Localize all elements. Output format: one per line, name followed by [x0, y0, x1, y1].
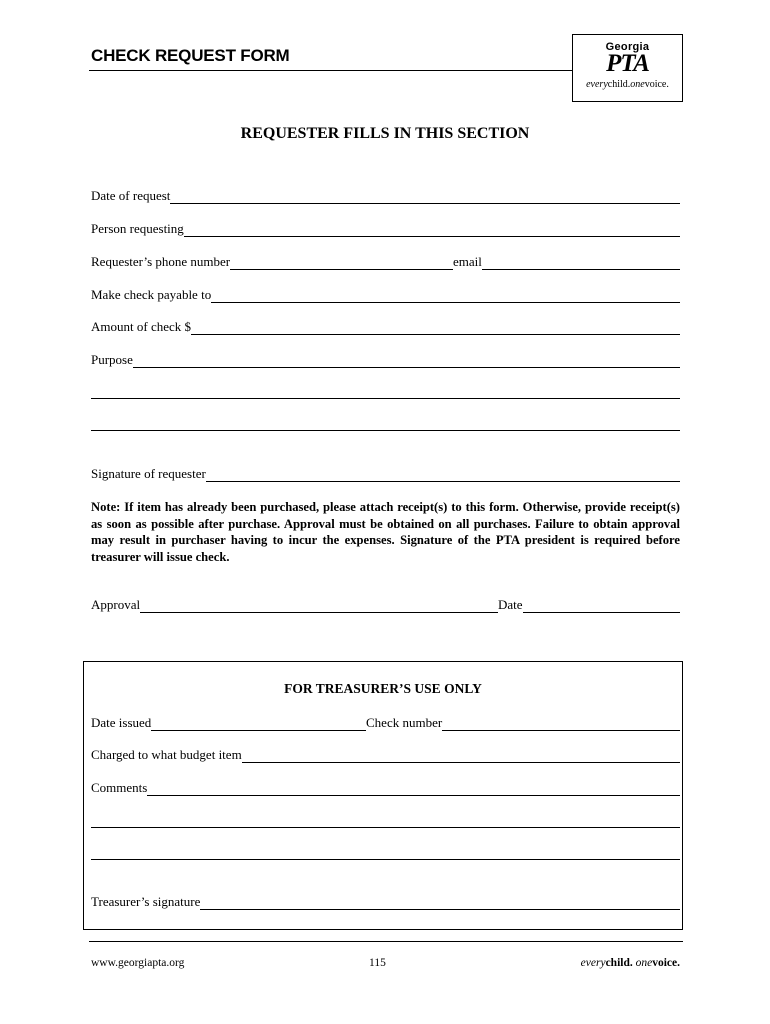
approval-field[interactable]	[91, 596, 498, 613]
page-number: 115	[369, 957, 386, 969]
check-number-line[interactable]	[442, 716, 680, 731]
phone-number-line[interactable]	[230, 255, 453, 270]
person-requesting-label: Person requesting	[91, 221, 184, 236]
check-number-field[interactable]	[366, 714, 680, 731]
person-requesting-line[interactable]	[184, 222, 680, 237]
approval-date-line[interactable]	[523, 598, 680, 613]
form-title: CHECK REQUEST FORM	[91, 46, 290, 65]
amount-label: Amount of check $	[91, 319, 192, 334]
treasurer-section-heading: FOR TREASURER’S USE ONLY	[284, 681, 482, 696]
approval-date-field[interactable]	[498, 596, 680, 613]
comments-extra-line[interactable]	[91, 827, 680, 828]
amount-field[interactable]	[91, 318, 680, 335]
phone-number-label: Requester’s phone number	[91, 254, 231, 269]
approval-line[interactable]	[140, 598, 498, 613]
email-line[interactable]	[482, 255, 680, 270]
logo-state-text: Georgia	[605, 41, 650, 53]
date-issued-line[interactable]	[151, 716, 366, 731]
title-divider	[89, 70, 573, 71]
payable-to-line[interactable]	[211, 288, 680, 303]
requester-signature-label: Signature of requester	[91, 466, 206, 481]
email-field[interactable]	[453, 253, 680, 270]
logo-pta-text: PTA	[606, 50, 649, 77]
footer-divider	[89, 941, 683, 942]
budget-item-label: Charged to what budget item	[91, 747, 242, 762]
approval-date-label: Date	[498, 597, 523, 612]
purpose-field[interactable]	[91, 351, 680, 368]
purpose-line[interactable]	[133, 353, 680, 368]
purpose-extra-line[interactable]	[91, 398, 680, 399]
requester-signature-line[interactable]	[206, 467, 680, 482]
email-label: email	[453, 254, 482, 269]
purpose-extra-line[interactable]	[91, 430, 680, 431]
payable-to-field[interactable]	[91, 286, 680, 303]
georgia-pta-logo	[572, 34, 683, 102]
requester-section-heading: REQUESTER FILLS IN THIS SECTION	[240, 125, 530, 142]
purpose-label: Purpose	[91, 352, 133, 367]
payable-to-label: Make check payable to	[91, 287, 212, 302]
treasurer-signature-label: Treasurer’s signature	[91, 894, 201, 909]
date-of-request-field[interactable]	[91, 187, 680, 204]
comments-label: Comments	[91, 780, 148, 795]
approval-label: Approval	[91, 597, 141, 612]
person-requesting-field[interactable]	[91, 220, 680, 237]
check-number-label: Check number	[366, 715, 443, 730]
budget-item-line[interactable]	[242, 748, 680, 763]
comments-line[interactable]	[147, 781, 680, 796]
date-of-request-label: Date of request	[91, 188, 171, 203]
amount-line[interactable]	[191, 320, 680, 335]
requester-signature-field[interactable]	[91, 465, 680, 482]
date-issued-label: Date issued	[91, 715, 152, 730]
footer-website: www.georgiapta.org	[91, 957, 185, 969]
date-of-request-line[interactable]	[170, 189, 680, 204]
logo-tagline: everychild.onevoice.	[586, 79, 669, 90]
purchase-note: Note: If item has already been purchased, please attach receipt(s) to this form. Otherwise, provide receipt(s) as soon as possible after purchase. Approval must be obtained on all purchases. Failure to obtain approval may result in purchaser having to incur the expenses. Signature of the PTA president is required before treasurer will issue check.	[91, 500, 680, 564]
date-issued-field[interactable]	[91, 714, 366, 731]
comments-field[interactable]	[91, 779, 680, 796]
treasurer-signature-line[interactable]	[200, 895, 680, 910]
treasurer-signature-field[interactable]	[91, 893, 680, 910]
budget-item-field[interactable]	[91, 746, 680, 763]
phone-number-field[interactable]	[91, 253, 453, 270]
comments-extra-line[interactable]	[91, 859, 680, 860]
footer-tagline: everychild. onevoice.	[580, 957, 680, 969]
